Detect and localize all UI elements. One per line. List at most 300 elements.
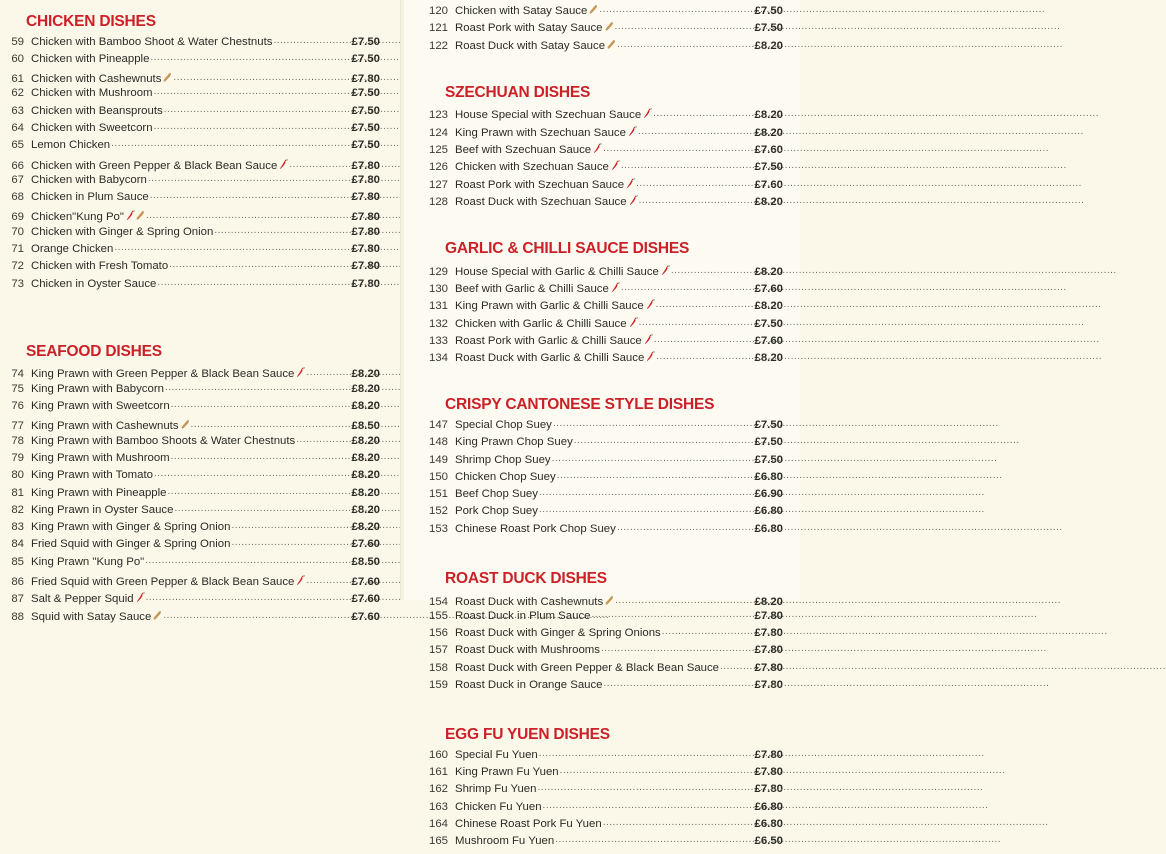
leader-dots <box>574 436 754 446</box>
item-price: £7.80 <box>351 159 380 172</box>
section-spacer <box>401 697 783 727</box>
leader-dots <box>639 318 754 328</box>
leader-dots <box>656 352 753 362</box>
chilli-icon <box>628 126 637 137</box>
allergen-icons <box>629 317 638 328</box>
item-number: 77 <box>11 420 24 433</box>
leader-dots <box>671 266 754 276</box>
item-price: £6.50 <box>754 835 783 848</box>
leader-dots <box>553 419 754 429</box>
leader-dots <box>591 610 753 620</box>
item-number: 131 <box>428 300 448 313</box>
chilli-icon <box>126 210 135 221</box>
leader-dots <box>617 40 753 50</box>
item-number: 121 <box>428 22 448 35</box>
item-number: 152 <box>428 505 448 518</box>
item-name: Chinese Roast Pork Chop Suey <box>455 522 616 535</box>
menu-item-row <box>401 194 783 211</box>
item-price: £7.60 <box>754 334 783 347</box>
item-number: 163 <box>428 800 448 813</box>
section-heading: CHICKEN DISHES <box>26 13 156 30</box>
peanut-icon <box>605 21 614 32</box>
item-number: 78 <box>11 434 24 447</box>
chilli-icon <box>593 143 602 154</box>
menu-item-list <box>401 107 783 211</box>
item-number: 161 <box>428 766 448 779</box>
item-number: 71 <box>11 243 24 256</box>
item-number: 82 <box>11 503 24 516</box>
allergen-icons <box>611 160 620 171</box>
chilli-icon <box>644 334 653 345</box>
menu-item-row <box>0 574 380 591</box>
menu-item-row <box>401 316 783 333</box>
item-price: £7.50 <box>754 453 783 466</box>
item-number: 151 <box>428 488 448 501</box>
item-name: King Prawn with Mushroom <box>31 451 170 464</box>
item-name: Roast Pork with Satay Sauce <box>448 20 614 34</box>
item-name: Chicken with Garlic & Chilli Sauce <box>448 316 638 330</box>
menu-item-list <box>401 750 783 854</box>
chilli-icon <box>611 282 620 293</box>
leader-dots <box>154 469 351 479</box>
item-name: Chicken with Ginger & Spring Onion <box>31 225 214 238</box>
item-price: £7.80 <box>754 644 783 657</box>
leader-dots <box>560 766 754 776</box>
menu-item-row <box>0 140 380 157</box>
item-price: £6.90 <box>754 488 783 501</box>
item-number: 67 <box>11 173 24 186</box>
leader-dots <box>168 487 351 497</box>
item-name: King Prawn "Kung Po" <box>31 555 145 568</box>
item-number: 59 <box>11 35 24 48</box>
allergen-icons <box>646 299 655 310</box>
item-price: £8.20 <box>351 382 380 395</box>
item-price: £7.80 <box>754 783 783 796</box>
section-heading: CRISPY CANTONESE STYLE DISHES <box>445 396 715 414</box>
menu-item-row <box>401 298 783 315</box>
item-number: 88 <box>11 610 24 623</box>
item-price: £7.50 <box>754 317 783 330</box>
chilli-icon <box>646 351 655 362</box>
item-price: £7.60 <box>351 576 380 589</box>
item-price: £7.60 <box>351 538 380 551</box>
item-price: £6.80 <box>754 522 783 535</box>
item-price: £8.20 <box>351 400 380 413</box>
item-name: King Prawn with Green Pepper & Black Bean Sauce <box>24 366 305 380</box>
peanut-icon <box>607 39 616 50</box>
menu-item-row <box>401 125 783 142</box>
item-price: £8.50 <box>351 420 380 433</box>
item-name: Chicken with Cashewnuts <box>24 71 172 85</box>
menu-item-row <box>401 836 783 853</box>
item-name: House Special with Szechuan Sauce <box>448 107 652 121</box>
item-name: Fried Squid with Green Pepper & Black Bean Sauce <box>24 574 305 588</box>
allergen-icons <box>296 575 305 586</box>
menu-item-list <box>401 3 783 55</box>
item-name: Roast Duck in Plum Sauce <box>455 609 591 622</box>
leader-dots <box>273 36 350 46</box>
leader-dots <box>537 783 753 793</box>
item-price: £7.50 <box>754 161 783 174</box>
chilli-icon <box>279 159 288 170</box>
item-number: 123 <box>428 109 448 122</box>
heading-spacer <box>401 257 783 264</box>
item-number: 155 <box>428 609 448 622</box>
right-sections-container <box>401 55 783 854</box>
item-price: £7.80 <box>351 173 380 186</box>
section-heading: SZECHUAN DISHES <box>445 83 591 101</box>
item-number: 81 <box>11 486 24 499</box>
item-number: 126 <box>428 161 448 174</box>
item-name: King Prawn with Pineapple <box>31 486 167 499</box>
item-number: 63 <box>11 104 24 117</box>
item-price: £7.80 <box>754 609 783 622</box>
item-price: £7.60 <box>754 143 783 156</box>
item-number: 150 <box>428 470 448 483</box>
item-name: Chinese Roast Pork Fu Yuen <box>455 818 602 830</box>
item-price: £7.80 <box>351 243 380 256</box>
menu-item-list <box>401 594 783 698</box>
item-price: £6.80 <box>754 818 783 830</box>
item-name: Roast Duck with Szechuan Sauce <box>448 194 638 208</box>
leader-dots <box>720 662 753 672</box>
item-name: Roast Pork with Szechuan Sauce <box>448 177 635 191</box>
menu-item-row <box>401 3 783 20</box>
menu-item-row <box>401 680 783 697</box>
item-name: Chicken with Green Pepper & Black Bean Sauce <box>24 158 288 172</box>
allergen-icons <box>163 72 172 83</box>
item-name: King Prawn with Garlic & Chilli Sauce <box>448 298 655 312</box>
leader-dots <box>599 5 753 15</box>
item-number: 72 <box>11 260 24 273</box>
leader-dots <box>154 87 351 97</box>
leader-dots <box>163 611 350 621</box>
item-name: Chicken Chop Suey <box>455 470 556 483</box>
leader-dots <box>164 105 351 115</box>
heading-spacer <box>401 100 783 107</box>
menu-item-row <box>0 557 380 574</box>
chilli-icon <box>629 195 638 206</box>
item-number: 159 <box>428 679 448 692</box>
leader-dots <box>173 73 350 83</box>
menu-item-row <box>0 401 380 418</box>
leader-dots <box>539 505 754 515</box>
item-price: £7.80 <box>754 748 783 761</box>
item-name: Chicken"Kung Po" <box>24 209 145 223</box>
item-price: £7.50 <box>351 121 380 134</box>
item-number: 74 <box>11 368 24 381</box>
leader-dots <box>289 160 350 170</box>
allergen-icons <box>661 265 670 276</box>
item-price: £7.80 <box>351 277 380 290</box>
leader-dots <box>615 596 753 606</box>
allergen-icons <box>126 210 145 221</box>
item-name: Pork Chop Suey <box>455 505 538 518</box>
item-price: £7.50 <box>351 35 380 48</box>
leader-dots <box>150 53 350 63</box>
allergen-icons <box>628 126 637 137</box>
item-name: Chicken with Bamboo Shoot & Water Chestnuts <box>31 35 273 48</box>
menu-item-row <box>401 437 783 454</box>
leader-dots <box>150 191 351 201</box>
item-name: Chicken in Plum Sauce <box>31 191 149 204</box>
item-number: 124 <box>428 126 448 139</box>
peanut-icon <box>153 610 162 621</box>
allergen-icons <box>644 334 653 345</box>
leader-dots <box>555 835 753 845</box>
heading-spacer <box>401 587 783 594</box>
item-number: 60 <box>11 52 24 65</box>
item-name: Special Fu Yuen <box>455 748 538 761</box>
peanut-icon <box>136 210 145 221</box>
item-number: 75 <box>11 382 24 395</box>
item-number: 147 <box>428 418 448 431</box>
item-number: 132 <box>428 317 448 330</box>
leader-dots <box>638 127 754 137</box>
item-price: £8.50 <box>351 555 380 568</box>
item-name: Mushroom Fu Yuen <box>455 835 555 848</box>
leader-dots <box>157 278 350 288</box>
allergen-icons <box>646 351 655 362</box>
item-name: King Prawn with Cashewnuts <box>24 418 190 432</box>
item-number: 87 <box>11 593 24 606</box>
heading-spacer <box>0 359 380 366</box>
item-name: Chicken with Beansprouts <box>31 104 163 117</box>
item-name: Chicken with Pineapple <box>31 52 150 65</box>
item-name: Chicken with Szechuan Sauce <box>448 159 620 173</box>
item-name: King Prawn Chop Suey <box>455 436 573 449</box>
item-number: 70 <box>11 225 24 238</box>
item-name: King Prawn Fu Yuen <box>455 766 559 779</box>
item-name: Roast Duck with Cashewnuts <box>448 594 614 608</box>
item-number: 83 <box>11 521 24 534</box>
menu-item-row <box>401 350 783 367</box>
item-number: 164 <box>428 818 448 830</box>
menu-item-row <box>0 279 380 296</box>
item-name: Chicken in Oyster Sauce <box>31 277 157 290</box>
chilli-icon <box>626 178 635 189</box>
item-name: King Prawn with Sweetcorn <box>31 400 170 413</box>
menu-item-row <box>401 20 783 37</box>
item-name: King Prawn with Bamboo Shoots & Water Chestnuts <box>31 434 296 447</box>
menu-item-row <box>0 470 380 487</box>
leader-dots <box>231 521 350 531</box>
section-heading: EGG FU YUEN DISHES <box>445 726 610 744</box>
allergen-icons <box>605 21 614 32</box>
item-price: £7.80 <box>754 627 783 640</box>
item-price: £6.80 <box>754 800 783 813</box>
item-price: £7.80 <box>754 679 783 692</box>
menu-item-list <box>401 420 783 541</box>
menu-item-row <box>401 159 783 176</box>
leader-dots <box>169 260 350 270</box>
item-name: Roast Duck with Mushrooms <box>455 644 600 657</box>
item-name: Lemon Chicken <box>31 139 111 152</box>
item-number: 148 <box>428 436 448 449</box>
item-name: King Prawn with Babycorn <box>31 382 164 395</box>
item-price: £6.80 <box>754 505 783 518</box>
item-name: Roast Pork with Garlic & Chilli Sauce <box>448 333 653 347</box>
leader-dots <box>114 243 350 253</box>
item-name: Roast Duck with Ginger & Spring Onions <box>455 627 661 640</box>
item-name: Chicken with Mushroom <box>31 87 153 100</box>
allergen-icons <box>605 595 614 606</box>
item-name: Fried Squid with Ginger & Spring Onion <box>31 538 231 551</box>
item-number: 160 <box>428 748 448 761</box>
section-spacer <box>401 541 783 571</box>
item-price: £8.20 <box>351 434 380 447</box>
peanut-icon <box>163 72 172 83</box>
item-number: 80 <box>11 469 24 482</box>
item-number: 68 <box>11 191 24 204</box>
allergen-icons <box>593 143 602 154</box>
item-number: 125 <box>428 143 448 156</box>
item-number: 157 <box>428 644 448 657</box>
item-number: 86 <box>11 576 24 589</box>
item-price: £7.50 <box>754 5 783 17</box>
leader-dots <box>191 420 351 430</box>
chilli-icon <box>646 299 655 310</box>
menu-item-list <box>401 264 783 368</box>
item-name: Salt & Pepper Squid <box>24 591 145 605</box>
item-price: £7.50 <box>351 52 380 65</box>
menu-item-row <box>401 38 783 55</box>
leader-dots <box>656 300 754 310</box>
item-price: £7.80 <box>351 211 380 224</box>
item-price: £8.20 <box>754 195 783 208</box>
peanut-icon <box>589 4 598 15</box>
item-price: £7.60 <box>351 593 380 606</box>
item-name: Squid with Satay Sauce <box>24 609 162 623</box>
leader-dots <box>604 679 754 689</box>
item-name: Chicken with Fresh Tomato <box>31 260 169 273</box>
leader-dots <box>543 801 754 811</box>
leader-dots <box>636 179 753 189</box>
leader-dots <box>557 471 754 481</box>
section-spacer <box>401 211 783 241</box>
menu-column-right <box>400 0 800 848</box>
allergen-icons <box>643 108 652 119</box>
leader-dots <box>148 174 351 184</box>
leader-dots <box>171 400 351 410</box>
item-number: 129 <box>428 265 448 278</box>
item-number: 154 <box>428 595 448 608</box>
item-number: 85 <box>11 555 24 568</box>
leader-dots <box>306 576 350 586</box>
leader-dots <box>621 283 754 293</box>
leader-dots <box>146 593 351 603</box>
item-price: £8.20 <box>351 469 380 482</box>
leader-dots <box>539 488 754 498</box>
item-price: £8.20 <box>754 595 783 608</box>
item-name: Roast Duck with Green Pepper & Black Bean Sauce <box>455 661 720 674</box>
item-name: Shrimp Chop Suey <box>455 453 551 466</box>
item-price: £7.60 <box>754 178 783 191</box>
item-name: Beef Chop Suey <box>455 488 538 501</box>
item-name: Beef with Szechuan Sauce <box>448 142 602 156</box>
chilli-icon <box>643 108 652 119</box>
leader-dots <box>552 454 754 464</box>
section-spacer <box>401 55 783 85</box>
leader-dots <box>145 556 350 566</box>
continued-items-container <box>401 3 783 55</box>
leader-dots <box>654 335 754 345</box>
item-name: King Prawn in Oyster Sauce <box>31 503 174 516</box>
item-name: Chicken Fu Yuen <box>455 800 542 813</box>
allergen-icons <box>136 592 145 603</box>
item-number: 66 <box>11 159 24 172</box>
menu-column-left <box>0 0 400 623</box>
item-number: 76 <box>11 400 24 413</box>
item-name: Special Chop Suey <box>455 418 552 431</box>
chilli-icon <box>296 367 305 378</box>
item-name: Chicken with Babycorn <box>31 173 147 186</box>
leader-dots <box>111 139 350 149</box>
leader-dots <box>603 818 754 828</box>
leader-dots <box>639 196 754 206</box>
item-price: £7.50 <box>754 436 783 449</box>
item-number: 120 <box>428 5 448 17</box>
allergen-icons <box>589 4 598 15</box>
item-price: £8.20 <box>754 109 783 122</box>
item-number: 79 <box>11 451 24 464</box>
allergen-icons <box>296 367 305 378</box>
chilli-icon <box>661 265 670 276</box>
allergen-icons <box>181 419 190 430</box>
menu-item-row <box>401 281 783 298</box>
section-heading: GARLIC & CHILLI SAUCE DISHES <box>445 240 690 258</box>
item-name: Roast Duck with Garlic & Chilli Sauce <box>448 350 655 364</box>
item-number: 61 <box>11 73 24 86</box>
item-price: £7.50 <box>754 418 783 431</box>
menu-item-row <box>401 107 783 124</box>
item-number: 158 <box>428 661 448 674</box>
item-price: £8.20 <box>351 451 380 464</box>
item-number: 127 <box>428 178 448 191</box>
menu-item-row <box>401 177 783 194</box>
item-name: King Prawn with Ginger & Spring Onion <box>31 521 231 534</box>
item-number: 156 <box>428 627 448 640</box>
item-number: 133 <box>428 334 448 347</box>
allergen-icons <box>626 178 635 189</box>
item-number: 62 <box>11 87 24 100</box>
menu-item-row <box>401 524 783 541</box>
section-spacer <box>0 296 380 344</box>
item-price: £7.80 <box>754 766 783 779</box>
leader-dots <box>146 211 351 221</box>
item-price: £7.80 <box>351 191 380 204</box>
chilli-icon <box>629 317 638 328</box>
leader-dots <box>165 383 351 393</box>
leader-dots <box>617 523 754 533</box>
leader-dots <box>174 504 350 514</box>
menu-item-row <box>0 591 380 608</box>
allergen-icons <box>153 610 162 621</box>
leader-dots <box>621 161 754 171</box>
leader-dots <box>154 122 351 132</box>
item-price: £7.80 <box>351 225 380 238</box>
chilli-icon <box>296 575 305 586</box>
item-number: 84 <box>11 538 24 551</box>
item-name: Shrimp Fu Yuen <box>455 783 537 796</box>
item-price: £7.60 <box>754 282 783 295</box>
item-price: £7.50 <box>351 104 380 117</box>
item-price: £8.20 <box>754 352 783 365</box>
item-price: £8.20 <box>754 300 783 313</box>
item-name: Chicken with Satay Sauce <box>448 3 598 17</box>
leader-dots <box>214 226 350 236</box>
item-number: 134 <box>428 352 448 365</box>
